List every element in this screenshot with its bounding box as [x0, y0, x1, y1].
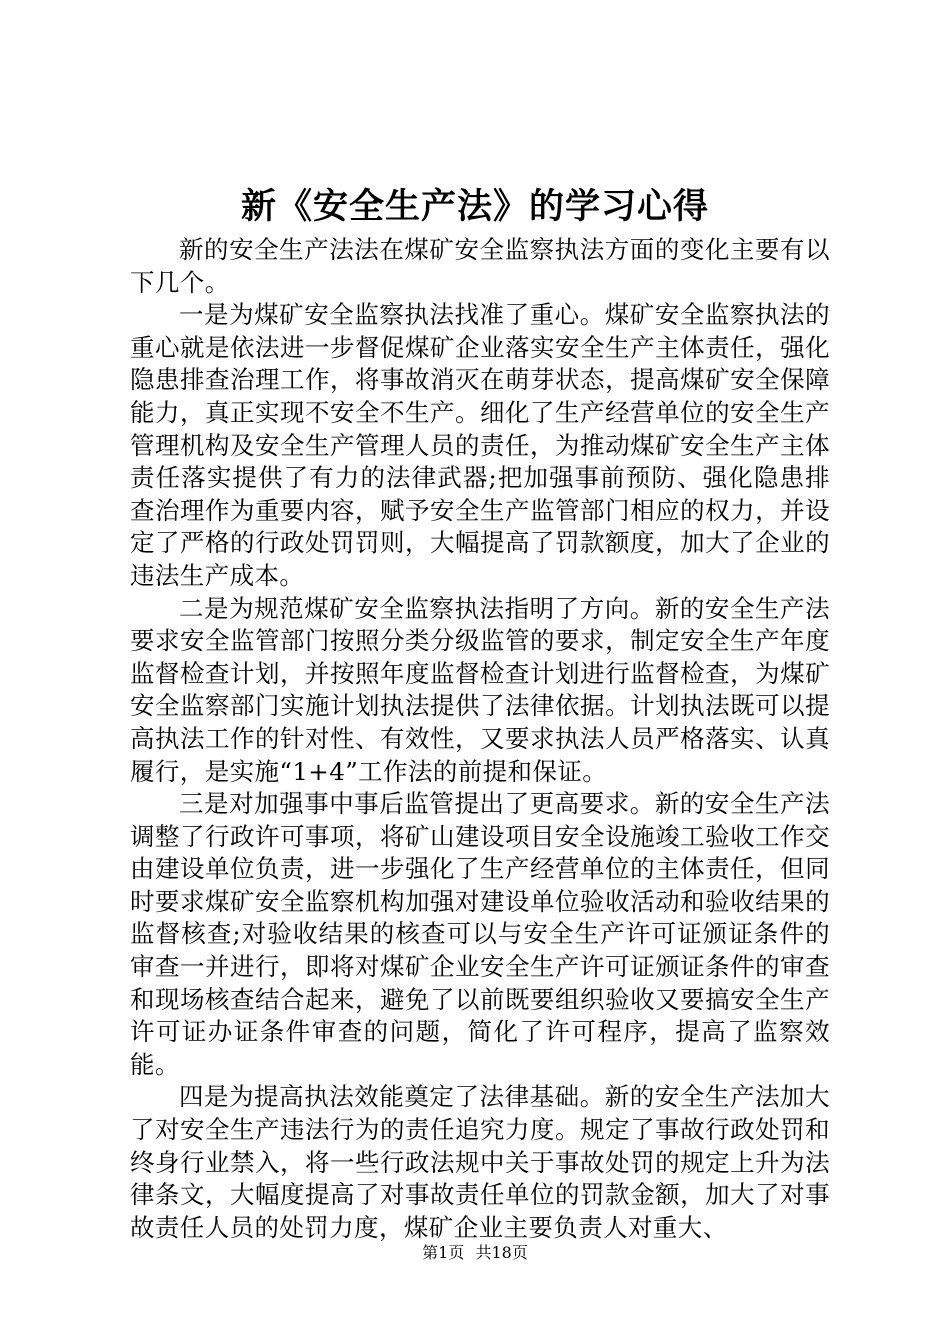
point-three-paragraph: 三是对加强事中事后监管提出了更高要求。新的安全生产法调整了行政许可事项，将矿山建设项目安全设施竣工验收工作交由建设单位负责，进一步强化了生产经营单位的主体责任，但同时要求煤矿安全监察机构加强对建设单位验收活动和验收结果的监督核查;对验收结果的核查可以与安全生产许可证颁证条件的审查一并进行，即将对煤矿企业安全生产许可证颁证条件的审查和现场核查结合起来，避免了以前既要组织验收又要搞安全生产许可证办证条件审查的问题，简化了许可程序，提高了监察效能。 [130, 789, 830, 1079]
document-title: 新《安全生产法》的学习心得 [240, 186, 709, 227]
page-number: 第1页 [422, 1243, 465, 1262]
total-pages: 共18页 [475, 1243, 528, 1262]
point-one-paragraph: 一是为煤矿安全监察执法找准了重心。煤矿安全监察执法的重心就是依法进一步督促煤矿企业落实安全生产主体责任，强化隐患排查治理工作，将事故消灭在萌芽状态，提高煤矿安全保障能力，真正实现不安全不生产。细化了生产经营单位的安全生产管理机构及安全生产管理人员的责任，为推动煤矿安全生产主体责任落实提供了有力的法律武器;把加强事前预防、强化隐患排查治理作为重要内容，赋予安全生产监管部门相应的权力，并设定了严格的行政处罚罚则，大幅提高了罚款额度，加大了企业的违法生产成本。 [130, 300, 830, 590]
intro-paragraph: 新的安全生产法法在煤矿安全监察执法方面的变化主要有以下几个。 [130, 235, 830, 297]
page-footer [0, 1242, 950, 1264]
point-two-paragraph: 二是为规范煤矿安全监察执法指明了方向。新的安全生产法要求安全监管部门按照分类分级监管的要求，制定安全生产年度监督检查计划，并按照年度监督检查计划进行监督检查，为煤矿安全监察部门实施计划执法提供了法律依据。计划执法既可以提高执法工作的针对性、有效性，又要求执法人员严格落实、认真履行，是实施“1+4”工作法的前提和保证。 [130, 593, 830, 786]
document-body [130, 234, 830, 1244]
point-four-paragraph: 四是为提高执法效能奠定了法律基础。新的安全生产法加大了对安全生产违法行为的责任追究力度。规定了事故行政处罚和终身行业禁入，将一些行政法规中关于事故处罚的规定上升为法律条文，大幅度提高了对事故责任单位的罚款金额，加大了对事故责任人员的处罚力度，煤矿企业主要负责人对重大、 [130, 1082, 830, 1242]
